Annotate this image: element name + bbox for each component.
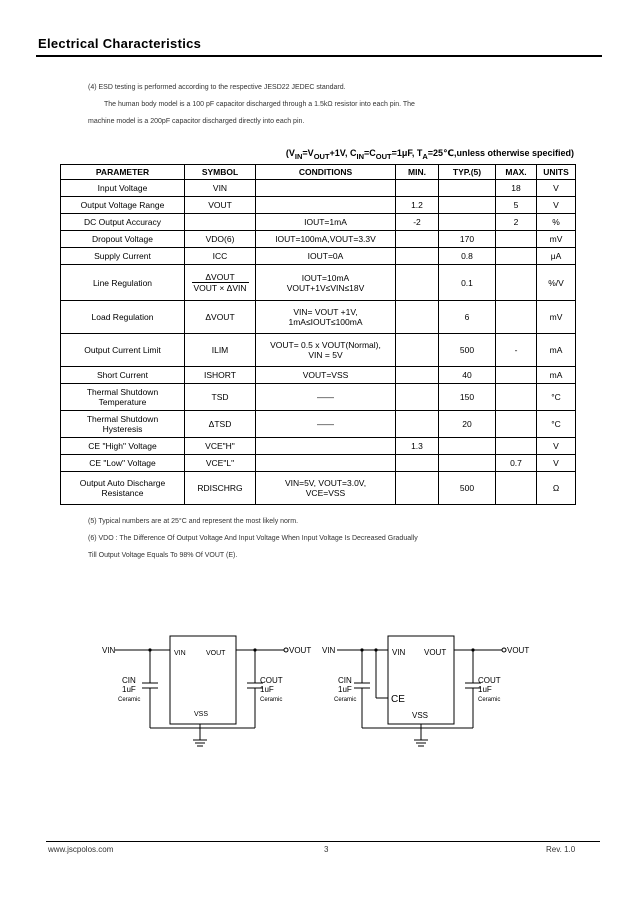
fraction-denominator: VOUT × ΔVIN bbox=[193, 283, 247, 293]
typ-cell: 20 bbox=[439, 411, 496, 438]
table-row bbox=[61, 334, 576, 367]
param-cell: Supply Current bbox=[61, 248, 185, 265]
condition-line: VIN = 5V bbox=[308, 350, 343, 360]
symbol-cell: ICC bbox=[185, 248, 256, 265]
vout-terminal bbox=[284, 648, 288, 652]
param-cell bbox=[61, 472, 185, 505]
esd-note-line-2: The human body model is a 100 pF capacitor discharged through a 1.5kΩ resistor into each pin. The bbox=[104, 101, 415, 108]
footnote-6-line-1: (6) VDO : The Difference Of Output Voltage And Input Voltage When Input Voltage Is Decreased Gradually bbox=[88, 535, 418, 542]
unit-cell: V bbox=[537, 455, 576, 472]
param-cell: CE "High" Voltage bbox=[61, 438, 185, 455]
min-cell bbox=[396, 411, 439, 438]
footer-url[interactable]: www.jscpolos.com bbox=[48, 845, 114, 854]
max-cell: 0.7 bbox=[496, 455, 537, 472]
typ-cell bbox=[439, 180, 496, 197]
vin-label: VIN bbox=[322, 646, 336, 655]
test-conditions: ($V_{IN}=V_{OUT}+1V$, $C_{IN}=C_{OUT}=1\mu F$, $T_A=25℃,unless$ otherwise specified) bbox=[285, 148, 574, 161]
revision-label: Rev. 1.0 bbox=[546, 845, 576, 854]
symbol-cell: VDO(6) bbox=[185, 231, 256, 248]
symbol-cell: VCE"L" bbox=[185, 455, 256, 472]
cout-value: 1uF bbox=[260, 685, 274, 694]
table-row bbox=[61, 180, 576, 197]
condition-line: IOUT=10mA bbox=[301, 272, 350, 283]
cin-value: 1uF bbox=[122, 685, 136, 694]
unit-cell: μA bbox=[537, 248, 576, 265]
condition-line: VOUT= 0.5 x VOUT(Normal), bbox=[270, 340, 381, 350]
max-cell: 2 bbox=[496, 214, 537, 231]
min-cell bbox=[396, 301, 439, 334]
application-circuit-right bbox=[318, 628, 538, 758]
conditions-cell: —— bbox=[256, 411, 396, 438]
symbol-cell: ΔVOUT bbox=[185, 301, 256, 334]
table-row bbox=[61, 214, 576, 231]
electrical-characteristics-table bbox=[60, 164, 576, 505]
max-cell bbox=[496, 438, 537, 455]
symbol-cell bbox=[185, 265, 256, 301]
cin-type: Ceramic bbox=[334, 697, 357, 703]
param-cell: CE "Low" Voltage bbox=[61, 455, 185, 472]
table-row bbox=[61, 472, 576, 505]
line-regulation-fraction bbox=[192, 272, 249, 293]
param-line: Output Auto Discharge bbox=[79, 478, 166, 488]
min-cell: 1.3 bbox=[396, 438, 439, 455]
min-cell bbox=[396, 265, 439, 301]
param-line: Thermal Shutdown bbox=[86, 387, 159, 397]
symbol-cell: VOUT bbox=[185, 197, 256, 214]
header-units: UNITS bbox=[537, 165, 576, 180]
header-max: MAX. bbox=[496, 165, 537, 180]
max-cell: - bbox=[496, 334, 537, 367]
typ-cell: 500 bbox=[439, 472, 496, 505]
vout-label: VOUT bbox=[507, 646, 530, 655]
min-cell: -2 bbox=[396, 214, 439, 231]
unit-cell: °C bbox=[537, 384, 576, 411]
junction-dot bbox=[360, 648, 363, 651]
min-cell bbox=[396, 367, 439, 384]
symbol-cell: ΔTSD bbox=[185, 411, 256, 438]
chip-vin-label: VIN bbox=[174, 650, 186, 657]
typ-cell: 6 bbox=[439, 301, 496, 334]
min-cell bbox=[396, 334, 439, 367]
table-row bbox=[61, 367, 576, 384]
table-row bbox=[61, 384, 576, 411]
typ-cell: 170 bbox=[439, 231, 496, 248]
typ-cell bbox=[439, 455, 496, 472]
param-cell: Output Current Limit bbox=[61, 334, 185, 367]
cout-label: COUT bbox=[478, 676, 501, 685]
footnote-5: (5) Typical numbers are at 25°C and represent the most likely norm. bbox=[88, 518, 299, 525]
table-row bbox=[61, 411, 576, 438]
conditions-cell bbox=[256, 334, 396, 367]
junction-dot bbox=[471, 648, 474, 651]
min-cell bbox=[396, 231, 439, 248]
page-number: 3 bbox=[324, 845, 329, 854]
param-cell: Load Regulation bbox=[61, 301, 185, 334]
section-title: Electrical Characteristics bbox=[38, 36, 202, 51]
table-row bbox=[61, 197, 576, 214]
unit-cell: %/V bbox=[537, 265, 576, 301]
typ-cell bbox=[439, 438, 496, 455]
conditions-cell bbox=[256, 265, 396, 301]
conditions-cell bbox=[256, 472, 396, 505]
typ-cell: 0.1 bbox=[439, 265, 496, 301]
junction-dot bbox=[374, 648, 377, 651]
typ-cell: 40 bbox=[439, 367, 496, 384]
chip-vin-label: VIN bbox=[392, 648, 406, 657]
conditions-cell bbox=[256, 455, 396, 472]
param-cell: Line Regulation bbox=[61, 265, 185, 301]
max-cell bbox=[496, 411, 537, 438]
conditions-cell: IOUT=0A bbox=[256, 248, 396, 265]
table-row bbox=[61, 301, 576, 334]
condition-line: VIN=5V, VOUT=3.0V, bbox=[284, 478, 367, 488]
conditions-cell: VOUT=VSS bbox=[256, 367, 396, 384]
unit-cell: mV bbox=[537, 301, 576, 334]
param-line: Resistance bbox=[101, 488, 144, 498]
max-cell bbox=[496, 472, 537, 505]
unit-cell: V bbox=[537, 197, 576, 214]
symbol-cell: ILIM bbox=[185, 334, 256, 367]
param-cell: Short Current bbox=[61, 367, 185, 384]
unit-cell: mA bbox=[537, 367, 576, 384]
unit-cell: V bbox=[537, 180, 576, 197]
cin-type: Ceramic bbox=[118, 697, 141, 703]
conditions-cell bbox=[256, 438, 396, 455]
chip-vss-label: VSS bbox=[194, 711, 209, 718]
min-cell bbox=[396, 472, 439, 505]
symbol-cell bbox=[185, 214, 256, 231]
table-header-row bbox=[61, 165, 576, 180]
symbol-cell: VCE"H" bbox=[185, 438, 256, 455]
footer-divider bbox=[46, 841, 600, 842]
cout-type: Ceramic bbox=[478, 697, 501, 703]
header-typ: TYP.(5) bbox=[439, 165, 496, 180]
header-parameter: PARAMETER bbox=[61, 165, 185, 180]
table-row bbox=[61, 231, 576, 248]
condition-line: VIN= VOUT +1V, bbox=[293, 307, 358, 317]
cout-type: Ceramic bbox=[260, 697, 283, 703]
min-cell bbox=[396, 248, 439, 265]
header-min: MIN. bbox=[396, 165, 439, 180]
footnote-6-line-2: Till Output Voltage Equals To 98% Of VOUT (E). bbox=[88, 552, 238, 559]
condition-line: VCE=VSS bbox=[305, 488, 346, 498]
typ-cell bbox=[439, 214, 496, 231]
cin-value: 1uF bbox=[338, 685, 352, 694]
conditions-cell bbox=[256, 301, 396, 334]
param-cell: DC Output Accuracy bbox=[61, 214, 185, 231]
table-row bbox=[61, 438, 576, 455]
junction-dot bbox=[148, 648, 151, 651]
unit-cell: mA bbox=[537, 334, 576, 367]
conditions-cell: IOUT=100mA,VOUT=3.3V bbox=[256, 231, 396, 248]
fraction-numerator: ΔVOUT bbox=[192, 272, 249, 283]
table-row bbox=[61, 248, 576, 265]
param-cell: Input Voltage bbox=[61, 180, 185, 197]
unit-cell: Ω bbox=[537, 472, 576, 505]
unit-cell: °C bbox=[537, 411, 576, 438]
param-cell: Dropout Voltage bbox=[61, 231, 185, 248]
cout-value: 1uF bbox=[478, 685, 492, 694]
unit-cell: mV bbox=[537, 231, 576, 248]
param-cell bbox=[61, 411, 185, 438]
symbol-cell: ISHORT bbox=[185, 367, 256, 384]
conditions-cell: IOUT=1mA bbox=[256, 214, 396, 231]
vout-terminal bbox=[502, 648, 506, 652]
param-cell: Output Voltage Range bbox=[61, 197, 185, 214]
header-divider bbox=[36, 55, 602, 57]
conditions-cell bbox=[256, 180, 396, 197]
table-row bbox=[61, 265, 576, 301]
param-line: Hysteresis bbox=[102, 424, 143, 434]
param-line: Temperature bbox=[98, 397, 147, 407]
chip-ce-label: CE bbox=[391, 694, 405, 705]
param-cell bbox=[61, 384, 185, 411]
header-symbol: SYMBOL bbox=[185, 165, 256, 180]
conditions-cell: —— bbox=[256, 384, 396, 411]
cout-label: COUT bbox=[260, 676, 283, 685]
vout-label: VOUT bbox=[289, 646, 312, 655]
cin-label: CIN bbox=[338, 676, 352, 685]
unit-cell: V bbox=[537, 438, 576, 455]
max-cell bbox=[496, 248, 537, 265]
conditions-cell bbox=[256, 197, 396, 214]
max-cell: 5 bbox=[496, 197, 537, 214]
symbol-cell: TSD bbox=[185, 384, 256, 411]
vin-label: VIN bbox=[102, 646, 116, 655]
header-conditions: CONDITIONS bbox=[256, 165, 396, 180]
param-line: Thermal Shutdown bbox=[86, 414, 159, 424]
max-cell bbox=[496, 367, 537, 384]
min-cell: 1.2 bbox=[396, 197, 439, 214]
symbol-cell: VIN bbox=[185, 180, 256, 197]
min-cell bbox=[396, 455, 439, 472]
chip-vout-label: VOUT bbox=[424, 648, 447, 657]
typ-cell: 150 bbox=[439, 384, 496, 411]
application-circuit-left bbox=[96, 628, 316, 758]
min-cell bbox=[396, 180, 439, 197]
unit-cell: % bbox=[537, 214, 576, 231]
cin-label: CIN bbox=[122, 676, 136, 685]
table-row bbox=[61, 455, 576, 472]
condition-line: 1mA≤IOUT≤100mA bbox=[288, 317, 363, 327]
max-cell bbox=[496, 231, 537, 248]
typ-cell bbox=[439, 197, 496, 214]
typ-cell: 0.8 bbox=[439, 248, 496, 265]
typ-cell: 500 bbox=[439, 334, 496, 367]
chip-vss-label: VSS bbox=[412, 711, 429, 720]
esd-note-line-1: (4) ESD testing is performed according to the respective JESD22 JEDEC standard. bbox=[88, 84, 346, 91]
min-cell bbox=[396, 384, 439, 411]
condition-line: VOUT+1V≤VIN≤18V bbox=[286, 282, 365, 293]
esd-note-line-3: machine model is a 200pF capacitor discharged directly into each pin. bbox=[88, 118, 305, 125]
symbol-cell: RDISCHRG bbox=[185, 472, 256, 505]
chip-vout-label: VOUT bbox=[206, 650, 226, 657]
max-cell bbox=[496, 384, 537, 411]
max-cell bbox=[496, 301, 537, 334]
max-cell bbox=[496, 265, 537, 301]
junction-dot bbox=[253, 648, 256, 651]
max-cell: 18 bbox=[496, 180, 537, 197]
